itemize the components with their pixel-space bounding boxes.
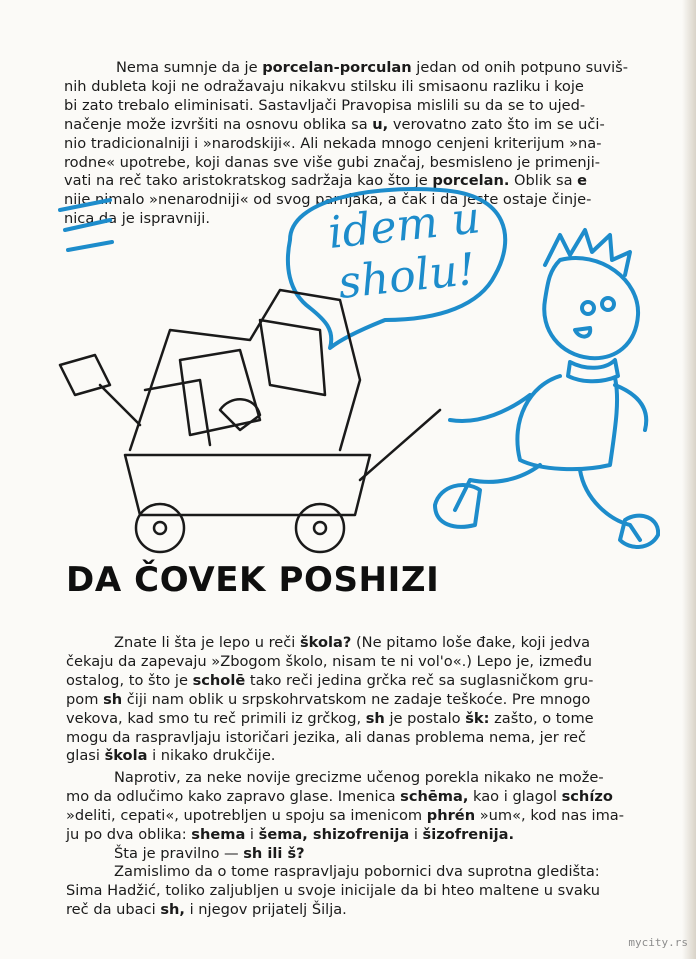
page-edge-shadow <box>682 0 696 959</box>
wagon-body <box>125 455 370 515</box>
text-run: Znate li šta je lepo u reči <box>114 634 300 651</box>
bold-term: schēma, <box>400 787 469 805</box>
text-run: Šta je pravilno — <box>114 845 244 862</box>
bold-term: sh ili š? <box>243 845 305 862</box>
bold-term: škola <box>104 747 148 765</box>
boy-hair <box>545 230 630 275</box>
text-run: i njegov prijatelj Šilja. <box>184 900 347 918</box>
watermark: mycity.rs <box>628 936 688 949</box>
text-run: (Ne pitamo loše đake, koji jedva čekaju da zapevaju »Zbogom školo, nisam te ni vol'o«.) Lepo je, između ostalog, to što je <box>66 634 593 689</box>
wagon-wheel <box>296 504 344 552</box>
bold-term: porcelan. <box>432 172 510 190</box>
boy-leg-front <box>580 470 640 540</box>
bold-term: šizofrenija. <box>422 825 514 843</box>
wagon-handle <box>360 410 440 480</box>
text-run: jedan od onih potpuno suviš- nih dubleta koji ne odražavaju nikakvu stilsku ili smisaonu razliku i koje bi zato trebalo eliminisati. Sastavljači Pravopisa mislili su da se to ujed- načenje može izvršiti na osnovu oblika sa <box>64 59 629 133</box>
bold-term: šk: <box>465 709 490 727</box>
boy-mouth <box>575 328 590 337</box>
bold-term: sh <box>365 709 385 727</box>
speech-text-line-1: idem u <box>325 192 483 259</box>
bold-term: phrén <box>426 806 476 824</box>
boy-shoe <box>620 516 658 547</box>
boy-pulling-wagon-illustration <box>40 180 660 575</box>
text-run: verovatno zato što im se uči- nio tradicionalniji i »narodskiji«. Ali nekada mnogo cenjeni kriterijum »na- rodne« upotrebe, koji danas sve više gubi značaj, besmisleno je primenji- vati na reč tako aristokratskog sadržaja kao što je <box>64 115 605 190</box>
text-run: Oblik sa <box>509 172 578 190</box>
text-run: Zamislimo da o tome raspravljaju pobornici dva suprotna gledišta: Sima Hadžić, toliko zaljubljen u svoje inicijale da bi hteo maltene u svaku reč da ubaci <box>66 863 601 918</box>
zamislimo-paragraph <box>66 863 656 920</box>
bold-term: e <box>577 172 588 190</box>
text-run: nije nimalo »nenarodniji« od svog parnjaka, a čak i da jeste ostaje činje- nica da je ispravniji. <box>64 191 592 228</box>
boy-leg-back <box>455 465 540 510</box>
bold-term: u, <box>372 115 389 133</box>
text-run: čiji nam oblik u srpskohrvatskom ne zadaje teškoće. Pre mnogo vekova, kad smo tu reč primili iz grčkog, <box>66 690 591 727</box>
boy-collar <box>568 360 618 381</box>
bold-term: sh, <box>160 900 185 918</box>
bold-term: porcelan-porculan <box>262 59 412 76</box>
text-run: je postalo <box>384 709 466 727</box>
wagon-wheel <box>136 504 184 552</box>
text-run: i <box>409 825 423 843</box>
bold-term: shema <box>191 825 246 843</box>
bold-term: škola? <box>300 634 352 651</box>
text-run: »deliti, cepati«, upotrebljen u spoju sa imenicom <box>66 806 423 824</box>
boy-sweater <box>517 376 617 469</box>
bold-term: scholē <box>192 671 246 689</box>
bold-term: šema, shizofrenija <box>258 825 410 843</box>
text-run: Naprotiv, za neke novije grecizme učenog porekla nikako ne može- mo da odlučimo kako zapravo glase. Imenica <box>66 769 604 805</box>
text-run: »um«, kod nas ima- ju po dva oblika: <box>66 806 625 843</box>
text-run: kao i glagol <box>468 787 562 805</box>
znate-paragraph <box>66 634 656 766</box>
text-run: i <box>245 825 259 843</box>
naprotiv-paragraph <box>66 769 656 845</box>
bold-term: sh <box>103 690 123 708</box>
text-run: Nema sumnje da je <box>116 59 263 76</box>
speech-text-line-2: sholu! <box>335 243 478 309</box>
text-run: i nikako drukčije. <box>147 747 276 765</box>
text-run: zašto, o tome mogu da raspravljaju istoričari jezika, ali danas problema nema, jer reč glasi <box>66 709 594 765</box>
question-paragraph <box>114 845 654 864</box>
text-run: tako reči jedina grčka reč sa suglasničkom gru- pom <box>66 671 594 708</box>
section-heading: DA ČOVEK POSHIZI <box>66 560 440 600</box>
bold-term: schízo <box>561 787 613 805</box>
